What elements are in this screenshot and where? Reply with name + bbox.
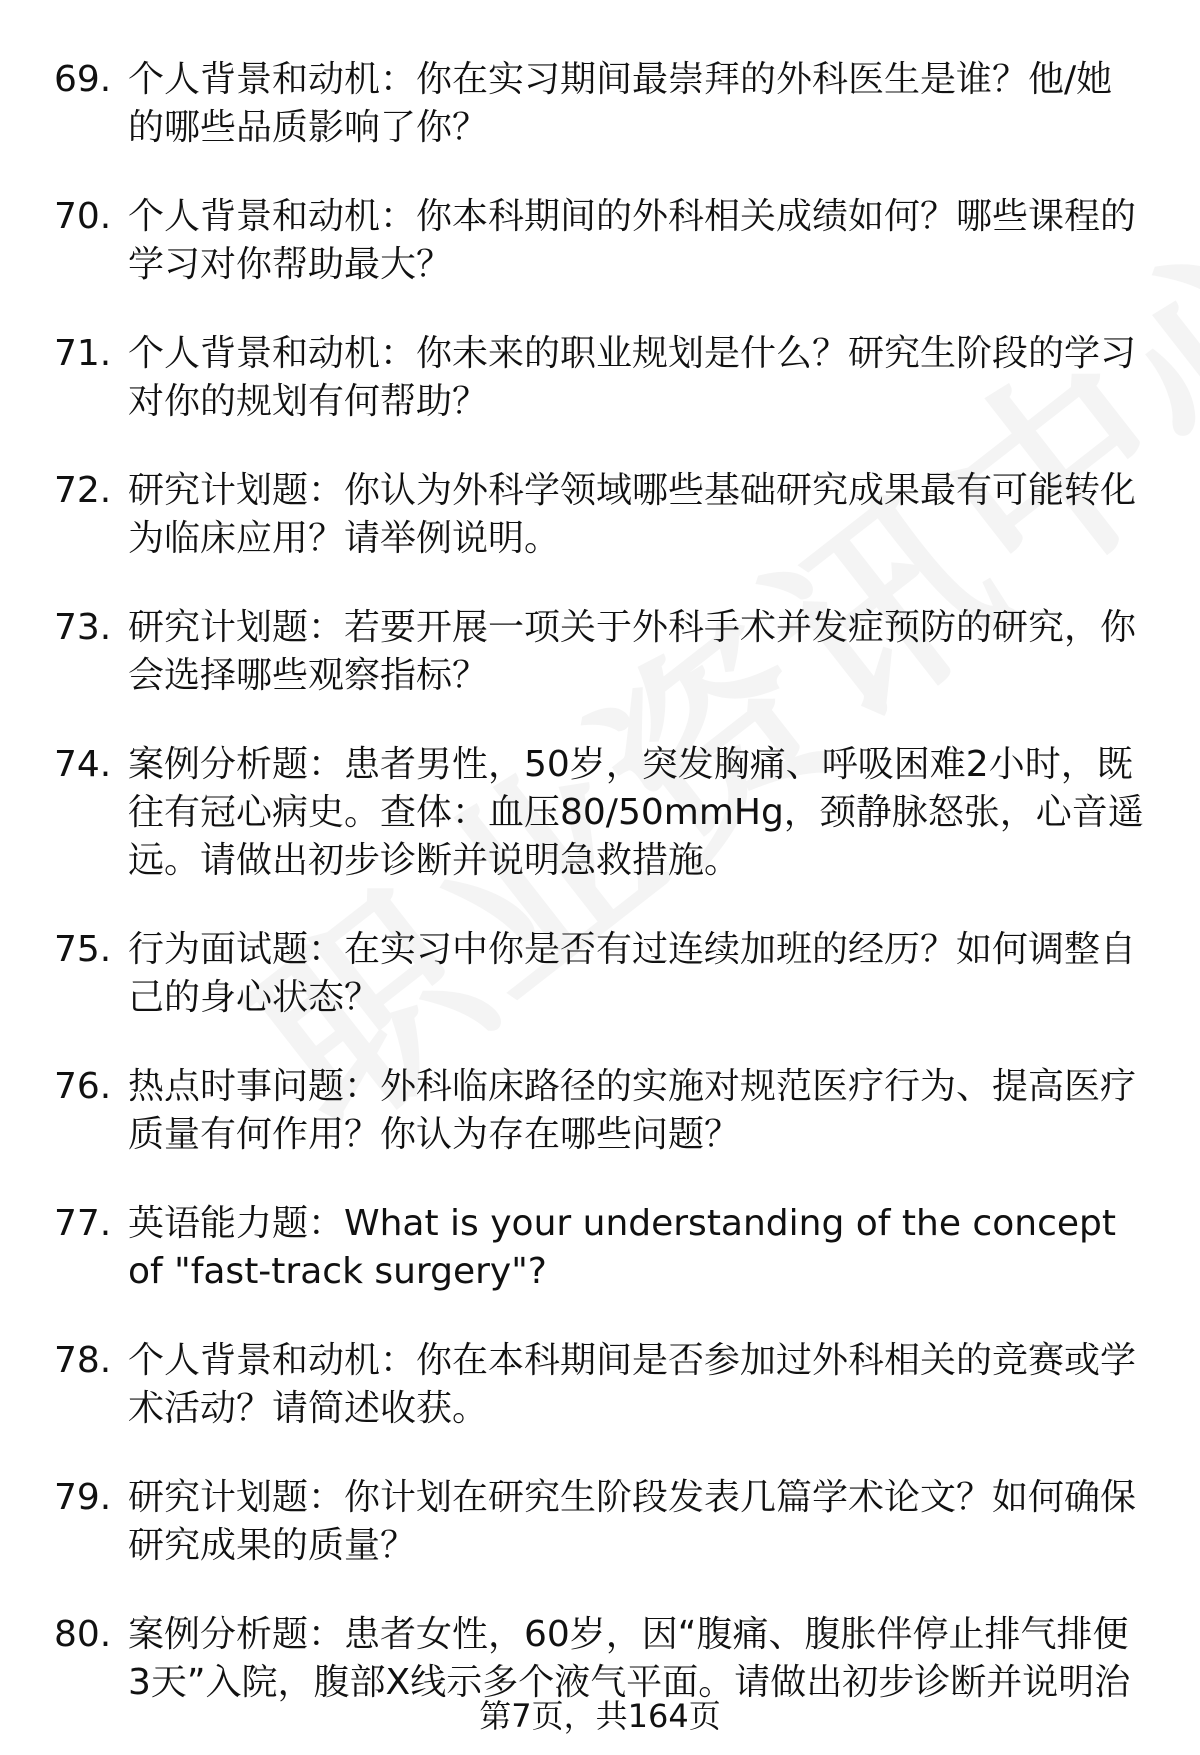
question-text: 个人背景和动机：你在本科期间是否参加过外科相关的竞赛或学术活动？请简述收获。	[128, 1340, 1137, 1429]
question-text: 英语能力题：What is your understanding of the concept of "fast-track surgery"?	[128, 1203, 1116, 1292]
question-item	[0, 56, 1200, 152]
question-item	[0, 1474, 1200, 1570]
question-text: 热点时事问题：外科临床路径的实施对规范医疗行为、提高医疗质量有何作用？你认为存在哪些问题？	[128, 1066, 1137, 1155]
question-item	[0, 193, 1200, 289]
question-item	[0, 467, 1200, 563]
question-number: 76.	[54, 1066, 112, 1107]
question-text: 个人背景和动机：你在实习期间最崇拜的外科医生是谁？他/她的哪些品质影响了你？	[128, 59, 1113, 148]
question-text: 研究计划题：你计划在研究生阶段发表几篇学术论文？如何确保研究成果的质量？	[128, 1477, 1137, 1566]
question-text: 行为面试题：在实习中你是否有过连续加班的经历？如何调整自己的身心状态？	[128, 929, 1137, 1018]
question-list	[0, 56, 1200, 1748]
question-text: 案例分析题：患者男性，50岁，突发胸痛、呼吸困难2小时，既往有冠心病史。查体：血压80/50mmHg，颈静脉怒张，心音遥远。请做出初步诊断并说明急救措施。	[128, 744, 1144, 881]
question-item	[0, 604, 1200, 700]
question-number: 77.	[54, 1203, 112, 1244]
question-item	[0, 1611, 1200, 1707]
question-text: 研究计划题：若要开展一项关于外科手术并发症预防的研究，你会选择哪些观察指标？	[128, 607, 1137, 696]
question-number: 73.	[54, 607, 112, 648]
question-item	[0, 330, 1200, 426]
question-number: 80.	[54, 1614, 112, 1655]
question-number: 70.	[54, 196, 112, 237]
question-item	[0, 1063, 1200, 1159]
question-text: 研究计划题：你认为外科学领域哪些基础研究成果最有可能转化为临床应用？请举例说明。	[128, 470, 1137, 559]
question-item	[0, 926, 1200, 1022]
question-number: 79.	[54, 1477, 112, 1518]
question-text: 个人背景和动机：你未来的职业规划是什么？研究生阶段的学习对你的规划有何帮助？	[128, 333, 1137, 422]
question-number: 72.	[54, 470, 112, 511]
question-number: 74.	[54, 744, 112, 785]
page-footer: 第7页，共164页	[479, 1697, 721, 1735]
question-number: 78.	[54, 1340, 112, 1381]
question-text: 个人背景和动机：你本科期间的外科相关成绩如何？哪些课程的学习对你帮助最大？	[128, 196, 1137, 285]
question-item	[0, 1337, 1200, 1433]
question-number: 71.	[54, 333, 112, 374]
question-text: 案例分析题：患者女性，60岁，因“腹痛、腹胀伴停止排气排便3天”入院，腹部X线示多个液气平面。请做出初步诊断并说明治	[128, 1614, 1131, 1703]
question-number: 75.	[54, 929, 112, 970]
question-number: 69.	[54, 59, 112, 100]
question-item	[0, 1200, 1200, 1296]
question-item	[0, 741, 1200, 885]
